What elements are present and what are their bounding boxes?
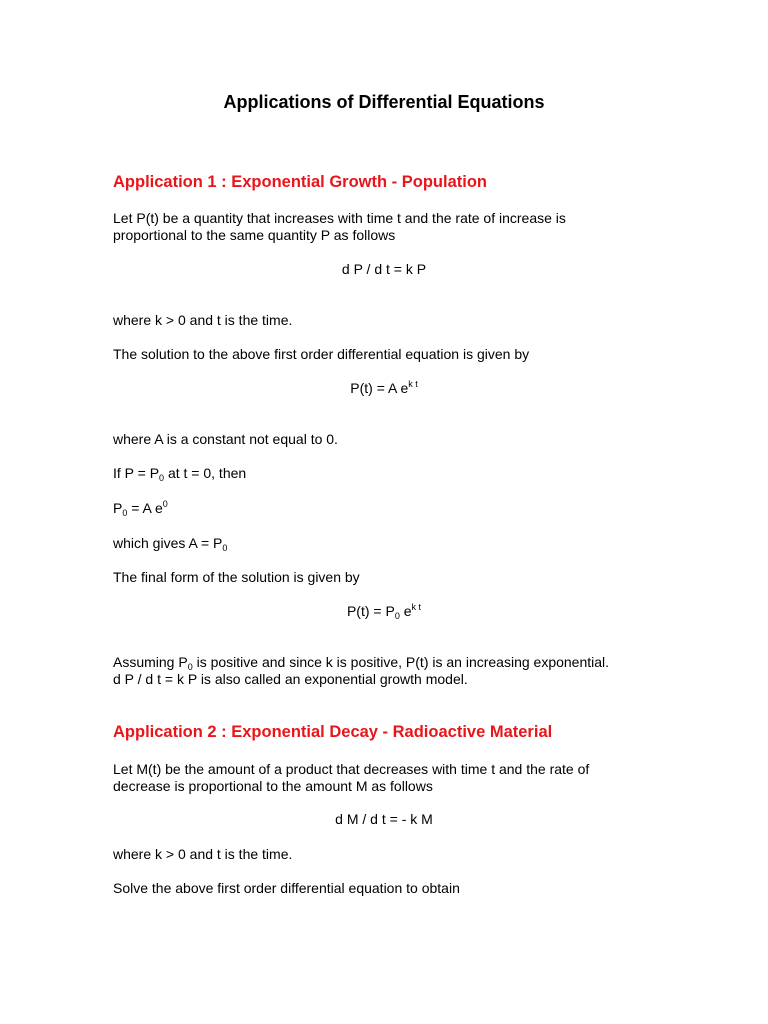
equation-decay: d M / d t = - k M (335, 811, 433, 827)
superscript: k t (411, 602, 422, 612)
subscript: 0 (159, 473, 165, 483)
subscript: 0 (187, 662, 193, 672)
subscript: 0 (222, 543, 228, 553)
equation-final (0, 603, 768, 620)
text: = A e (127, 500, 163, 516)
text: P (113, 500, 123, 516)
paragraph-decay-intro (113, 761, 673, 795)
paragraph-line: d P / d t = k P is also called an exponential growth model. (113, 671, 468, 687)
superscript: 0 (162, 499, 168, 509)
equation-p0 (113, 500, 673, 517)
text: Assuming P (113, 654, 188, 670)
paragraph-where-k: where k > 0 and t is the time. (113, 312, 293, 328)
paragraph-line: decrease is proportional to the amount M as follows (113, 778, 433, 794)
paragraph-line (113, 654, 713, 671)
section-heading-application-2: Application 2 : Exponential Decay - Radioactive Material (113, 723, 553, 741)
paragraph-solve-intro: Solve the above first order differential equation to obtain (113, 880, 460, 896)
page-title: Applications of Differential Equations (223, 92, 545, 112)
text: P(t) = P (346, 603, 395, 619)
text: which gives A = P (113, 535, 223, 551)
paragraph-growth-intro (113, 210, 673, 244)
text: e (399, 603, 412, 619)
text: is positive and since k is positive, P(t) is an increasing exponential. (192, 654, 610, 670)
paragraph-solution-intro: The solution to the above first order differential equation is given by (113, 346, 530, 362)
text: at t = 0, then (164, 465, 247, 481)
subscript: 0 (122, 508, 128, 518)
equation-text: P(t) = A e (350, 380, 409, 396)
subscript: 0 (394, 611, 400, 621)
equation-solution (0, 380, 768, 397)
paragraph-line: proportional to the same quantity P as follows (113, 227, 396, 243)
paragraph-final-intro: The final form of the solution is given by (113, 569, 360, 585)
equation-growth: d P / d t = k P (341, 261, 427, 277)
paragraph-where-k-2: where k > 0 and t is the time. (113, 846, 293, 862)
paragraph-which-gives (113, 535, 673, 552)
paragraph-line: Let P(t) be a quantity that increases with time t and the rate of increase is (113, 210, 566, 226)
paragraph-where-a: where A is a constant not equal to 0. (113, 431, 338, 447)
section-heading-application-1: Application 1 : Exponential Growth - Population (113, 173, 487, 191)
paragraph-line: Let M(t) be the amount of a product that decreases with time t and the rate of (113, 761, 590, 777)
paragraph-initial-condition (113, 465, 673, 482)
equation-exponent: k t (408, 379, 418, 389)
paragraph-assuming (113, 654, 713, 688)
text: If P = P (113, 465, 160, 481)
